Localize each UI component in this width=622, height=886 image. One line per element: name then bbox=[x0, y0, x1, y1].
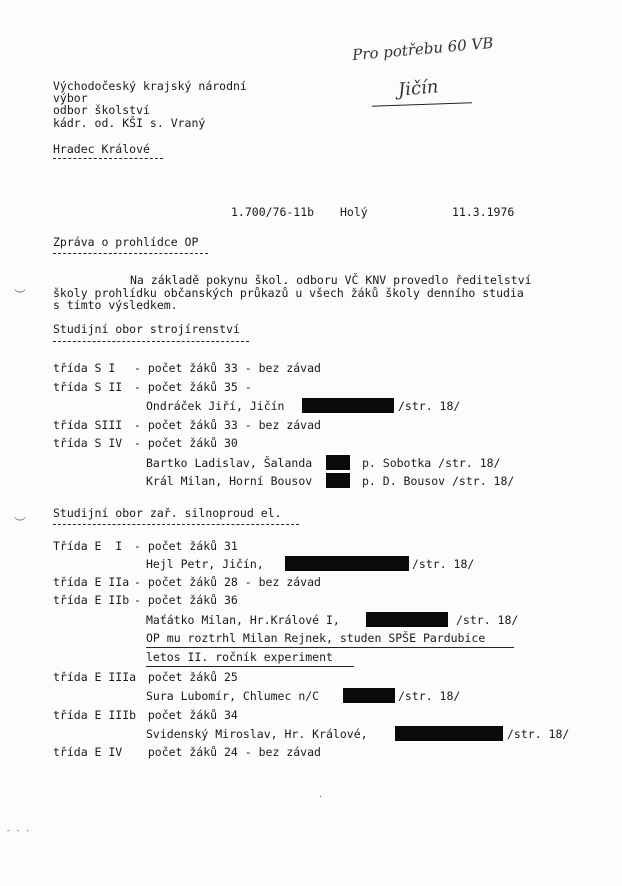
student-ref: /str. 18/ bbox=[398, 689, 461, 703]
class-label: třída SIII bbox=[53, 418, 130, 432]
class-info: - počet žáků 33 - bez závad bbox=[134, 361, 321, 375]
ref-name: Holý bbox=[340, 205, 368, 219]
class-label: Třída E I bbox=[53, 539, 137, 553]
section-underline bbox=[53, 341, 249, 342]
redaction bbox=[326, 473, 350, 488]
redaction bbox=[326, 455, 350, 470]
student-ref: p. D. Bousov /str. 18/ bbox=[362, 474, 515, 488]
class-info: počet žáků 34 bbox=[134, 708, 238, 722]
class-label: třída S IV bbox=[53, 436, 130, 450]
class-info: počet žáků 24 - bez závad bbox=[134, 745, 321, 759]
handwritten-place: Jičín bbox=[397, 76, 440, 101]
class-info: - počet žáků 35 - bbox=[134, 380, 252, 394]
class-label: třída E IV bbox=[53, 745, 137, 759]
sender-line: kádr. od. KŠI s. Vraný bbox=[53, 116, 206, 130]
student-entry: Ondráček Jiří, Jičín bbox=[146, 399, 285, 413]
student-entry: Maťátko Milan, Hr.Králové I, bbox=[146, 613, 340, 627]
student-ref: p. Sobotka /str. 18/ bbox=[362, 456, 501, 470]
sender-line: odbor školství bbox=[53, 103, 150, 117]
ref-date: 11.3.1976 bbox=[452, 205, 515, 219]
student-entry: Hejl Petr, Jičín, bbox=[146, 557, 264, 571]
class-label: třída E IIIa bbox=[53, 670, 137, 684]
intro-line: Na základě pokynu škol. odboru VČ KNV provedlo ředitelství bbox=[130, 273, 532, 287]
intro-line: školy prohlídku občanských průkazů u všech žáků školy denního studia bbox=[53, 286, 524, 300]
class-label: třída E IIa bbox=[53, 575, 137, 589]
note-underline bbox=[146, 647, 514, 648]
section-title: Studijní obor strojírenství bbox=[53, 322, 240, 336]
handwritten-note: Pro potřebu 60 VB bbox=[351, 33, 495, 65]
section-title: Studijní obor zař. silnoproud el. bbox=[53, 506, 282, 520]
class-label: třída E IIb bbox=[53, 593, 137, 607]
student-ref: /str. 18/ bbox=[456, 613, 519, 627]
sender-line: Východočeský krajský národní bbox=[53, 79, 247, 93]
ref-number: 1.700/76-11b bbox=[231, 205, 315, 219]
class-info: - počet žáků 33 - bez závad bbox=[134, 418, 321, 432]
punch-mark: ︶ bbox=[14, 288, 27, 302]
redaction bbox=[395, 726, 503, 741]
class-info: - počet žáků 31 bbox=[134, 539, 238, 553]
class-label: třída S I bbox=[53, 361, 130, 375]
redaction bbox=[343, 688, 395, 703]
scan-speck: - - - bbox=[6, 826, 31, 835]
subject-underline bbox=[53, 253, 208, 254]
student-entry: Král Milan, Horní Bousov bbox=[146, 474, 313, 488]
note-line: letos II. ročník experiment bbox=[146, 650, 333, 664]
section-underline bbox=[53, 524, 299, 525]
class-info: - počet žáků 28 - bez závad bbox=[134, 575, 321, 589]
redaction bbox=[285, 556, 409, 571]
student-entry: Svidenský Miroslav, Hr. Králové, bbox=[146, 727, 368, 741]
note-underline bbox=[146, 666, 354, 667]
student-ref: /str. 18/ bbox=[412, 557, 475, 571]
note-line: OP mu roztrhl Milan Rejnek, studen SPŠE Pardubice bbox=[146, 631, 486, 645]
redaction bbox=[302, 398, 394, 413]
redaction bbox=[366, 612, 448, 627]
handwritten-underline bbox=[372, 102, 472, 106]
intro-line: s tímto výsledkem. bbox=[53, 298, 178, 312]
class-info: - počet žáků 30 bbox=[134, 436, 238, 450]
class-info: - počet žáků 36 bbox=[134, 593, 238, 607]
student-entry: Sura Lubomír, Chlumec n/C bbox=[146, 689, 320, 703]
scan-speck: · bbox=[318, 792, 323, 801]
recipient-underline bbox=[53, 158, 163, 159]
class-label: třída E IIIb bbox=[53, 708, 137, 722]
recipient: Hradec Králové bbox=[53, 142, 150, 156]
student-ref: /str. 18/ bbox=[507, 727, 570, 741]
student-entry: Bartko Ladislav, Šalanda bbox=[146, 456, 313, 470]
subject: Zpráva o prohlídce OP bbox=[53, 235, 199, 249]
sender-line: výbor bbox=[53, 91, 88, 105]
student-ref: /str. 18/ bbox=[398, 399, 461, 413]
class-info: počet žáků 25 bbox=[134, 670, 238, 684]
class-label: třída S II bbox=[53, 380, 130, 394]
punch-mark: ︶ bbox=[14, 516, 27, 530]
